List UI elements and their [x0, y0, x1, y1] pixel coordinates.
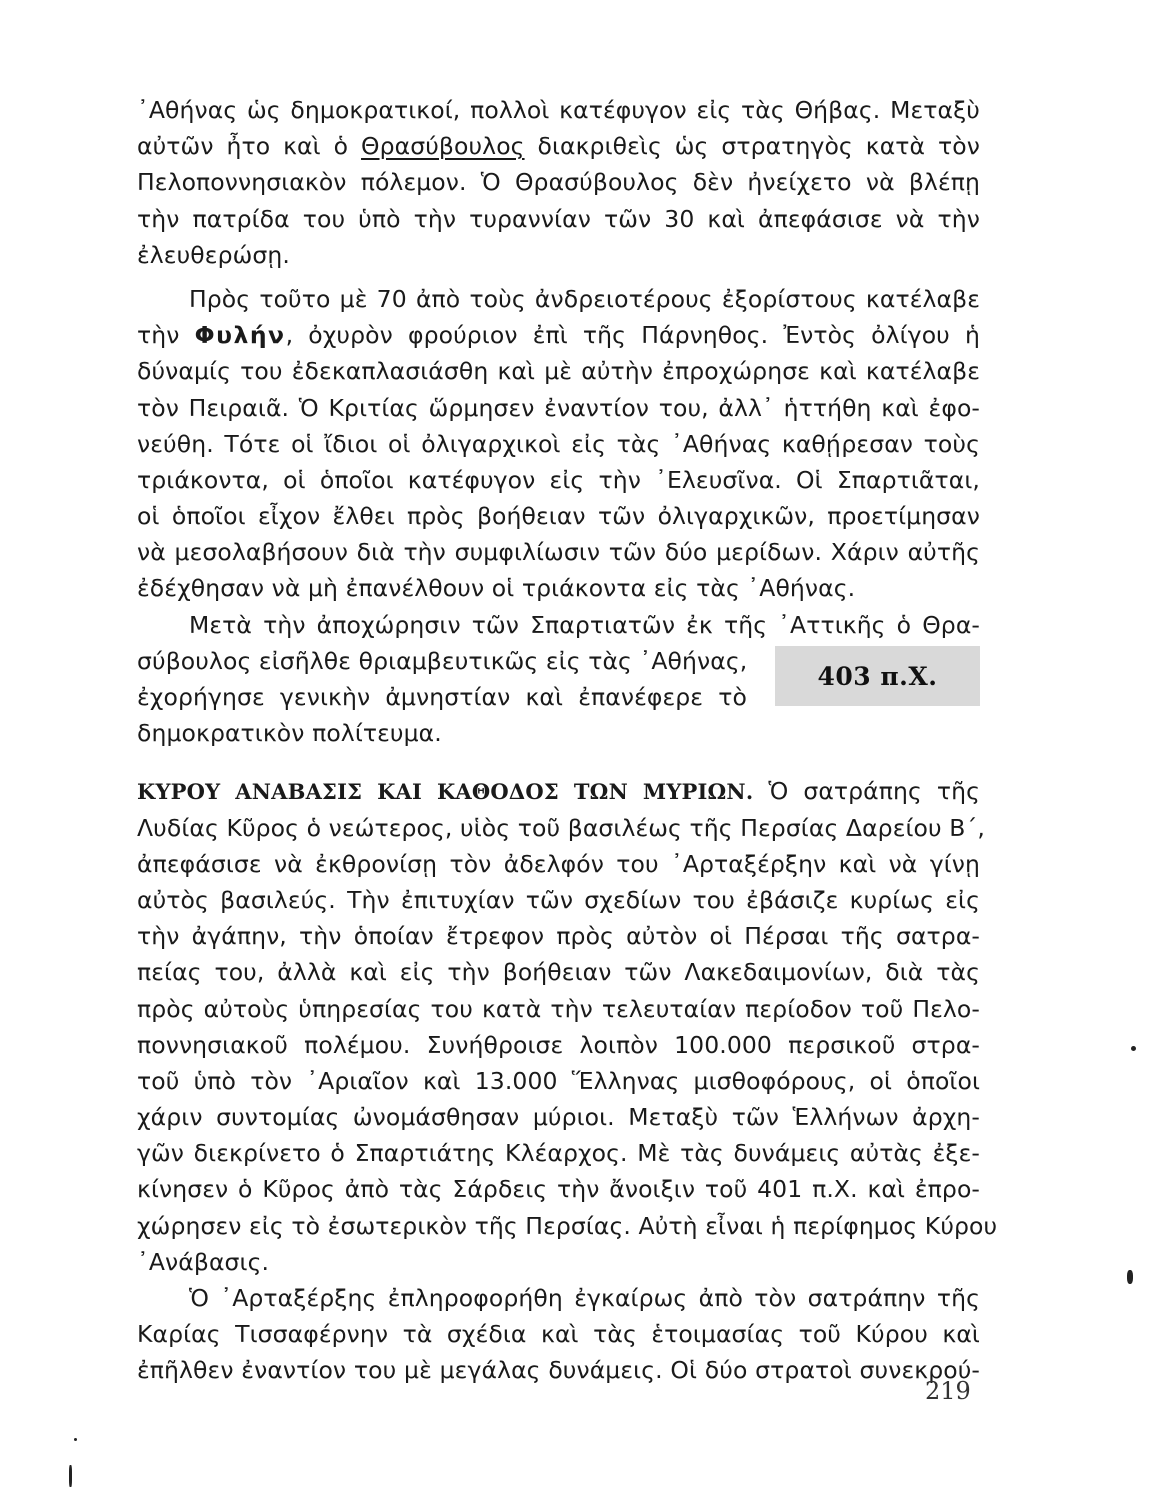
text-fragment: , ὀχυρὸν φρούριον ἐπὶ τῆς Πάρνηθος. Ἐντὸς ὀλίγου ἡ [285, 321, 980, 350]
section-heading: ΚΥΡΟΥ ΑΝΑΒΑΣΙΣ ΚΑΙ ΚΑΘΟΔΟΣ ΤΩΝ ΜΥΡΙΩΝ. [137, 779, 754, 805]
text-line: τὸν Πειραιᾶ. Ὁ Κριτίας ὥρμησεν ἐναντίον του, ἀλλ᾿ ἡττήθη καὶ ἐφο- [137, 393, 980, 422]
text-line: ἐλευθερώσῃ. [137, 240, 290, 269]
page-number: 219 [925, 1377, 971, 1405]
paragraph-2 [137, 281, 980, 607]
text-line: Καρίας Τισσαφέρνην τὰ σχέδια καὶ τὰς ἑτοιμασίας τοῦ Κύρου καὶ [137, 1320, 980, 1349]
text-line: γῶν διεκρίνετο ὁ Σπαρτιάτης Κλέαρχος. Μὲ τὰς δυνάμεις αὐτὰς ἐξε- [137, 1139, 980, 1168]
text-line: Ὁ ᾿Αρταξέρξης ἐπληροφορήθη ἐγκαίρως ἀπὸ τὸν σατράπην τῆς [189, 1284, 980, 1312]
text-line [137, 317, 980, 353]
text-line: τοῦ ὑπὸ τὸν ᾿Αριαῖον καὶ 13.000 Ἕλληνας μισθοφόρους, οἱ ὁποῖοι [137, 1066, 980, 1095]
text-line: νὰ μεσολαβήσουν διὰ τὴν συμφιλίωσιν τῶν δύο μερίδων. Χάριν αὐτῆς [137, 538, 980, 567]
paragraph-5 [137, 1280, 980, 1389]
text-line: πείας του, ἀλλὰ καὶ εἰς τὴν βοήθειαν τῶν Λακεδαιμονίων, διὰ τὰς [137, 958, 980, 987]
text-line: Λυδίας Κῦρος ὁ νεώτερος, υἱὸς τοῦ βασιλέως τῆς Περσίας Δαρείου Β΄, [137, 813, 985, 842]
scan-speck [74, 1438, 77, 1441]
text-line: νεύθη. Τότε οἱ ἴδιοι οἱ ὀλιγαρχικοὶ εἰς τὰς ᾿Αθήνας καθῄρεσαν τοὺς [137, 429, 980, 458]
section-kyrou-anavasis [137, 773, 998, 1280]
text-line: ἀπεφάσισε νὰ ἐκθρονίσῃ τὸν ἀδελφόν του ᾿Αρταξέρξην καὶ νὰ γίνῃ [137, 849, 980, 878]
text-line: δημοκρατικὸν πολίτευμα. [137, 719, 442, 748]
text-line: δύναμίς του ἐδεκαπλασιάσθη καὶ μὲ αὐτὴν ἐπροχώρησε καὶ κατέλαβε [137, 357, 980, 386]
text-line: πρὸς αὐτοὺς ὑπηρεσίας του κατὰ τὴν τελευταίαν περίοδον τοῦ Πελο- [137, 994, 980, 1023]
text-line: Πελοποννησιακὸν πόλεμον. Ὁ Θρασύβουλος δὲν ἠνείχετο νὰ βλέπῃ [137, 168, 980, 197]
bold-name-fyli: Φυλήν [194, 321, 286, 350]
underlined-name-thrasyvoulos: Θρασύβουλος [361, 132, 525, 161]
text-line: οἱ ὁποῖοι εἶχον ἔλθει πρὸς βοήθειαν τῶν ὀλιγαρχικῶν, προετίμησαν [137, 502, 980, 531]
text-line: τὴν πατρίδα του ὑπὸ τὴν τυραννίαν τῶν 30 καὶ ἀπεφάσισε νὰ τὴν [137, 204, 980, 233]
text-fragment: Ὁ σατράπης τῆς [753, 777, 981, 806]
text-line: ἐδέχθησαν νὰ μὴ ἐπανέλθουν οἱ τριάκοντα εἰς τὰς ᾿Αθήνας. [137, 574, 856, 603]
paragraph-1 [137, 92, 980, 273]
text-fragment: αὐτῶν ἦτο καὶ ὁ [137, 132, 362, 161]
text-fragment: διακριθεὶς ὡς στρατηγὸς κατὰ τὸν [524, 132, 980, 161]
text-line: ἐπῆλθεν ἐναντίον του μὲ μεγάλας δυνάμεις. Οἱ δύο στρατοὶ συνεκρού- [137, 1356, 980, 1385]
text-fragment: τὴν [137, 321, 195, 350]
text-line: Μετὰ τὴν ἀποχώρησιν τῶν Σπαρτιατῶν ἐκ τῆς ᾿Αττικῆς ὁ Θρα- [189, 610, 980, 639]
text-line: ᾿Αθήνας ὡς δημοκρατικοί, πολλοὶ κατέφυγον εἰς τὰς Θήβας. Μεταξὺ [137, 96, 980, 124]
text-line [137, 128, 980, 164]
scan-speck [1127, 1270, 1133, 1284]
margin-date-box: 403 π.Χ. [775, 646, 980, 706]
scan-speck [1131, 1046, 1136, 1051]
text-line: σύβουλος εἰσῆλθε θριαμβευτικῶς εἰς τὰς ᾿Αθήνας, [137, 646, 748, 675]
text-line: ἐχορήγησε γενικὴν ἀμνηστίαν καὶ ἐπανέφερε τὸ [137, 683, 747, 711]
text-line: κίνησεν ὁ Κῦρος ἀπὸ τὰς Σάρδεις τὴν ἄνοιξιν τοῦ 401 π.Χ. καὶ ἐπρο- [137, 1175, 980, 1204]
text-line: τριάκοντα, οἱ ὁποῖοι κατέφυγον εἰς τὴν ᾿Ελευσῖνα. Οἱ Σπαρτιᾶται, [137, 465, 980, 494]
text-line: ποννησιακοῦ πολέμου. Συνήθροισε λοιπὸν 100.000 περσικοῦ στρα- [137, 1030, 980, 1059]
text-line: αὐτὸς βασιλεύς. Τὴν ἐπιτυχίαν τῶν σχεδίων του ἐβάσιζε κυρίως εἰς [137, 885, 980, 914]
text-line: ᾿Ανάβασις. [137, 1247, 270, 1276]
text-line [137, 773, 980, 809]
text-column [137, 92, 998, 1389]
text-line: Πρὸς τοῦτο μὲ 70 ἀπὸ τοὺς ἀνδρειοτέρους ἐξορίστους κατέλαβε [189, 284, 980, 313]
text-line: χάριν συντομίας ὠνομάσθησαν μύριοι. Μεταξὺ τῶν Ἑλλήνων ἀρχη- [137, 1103, 980, 1132]
scan-speck [69, 1465, 72, 1487]
text-line: χώρησεν εἰς τὸ ἐσωτερικὸν τῆς Περσίας. Αὐτὴ εἶναι ἡ περίφημος Κύρου [137, 1211, 998, 1240]
text-line: τὴν ἀγάπην, τὴν ὁποίαν ἔτρεφον πρὸς αὐτὸν οἱ Πέρσαι τῆς σατρα- [137, 922, 980, 951]
